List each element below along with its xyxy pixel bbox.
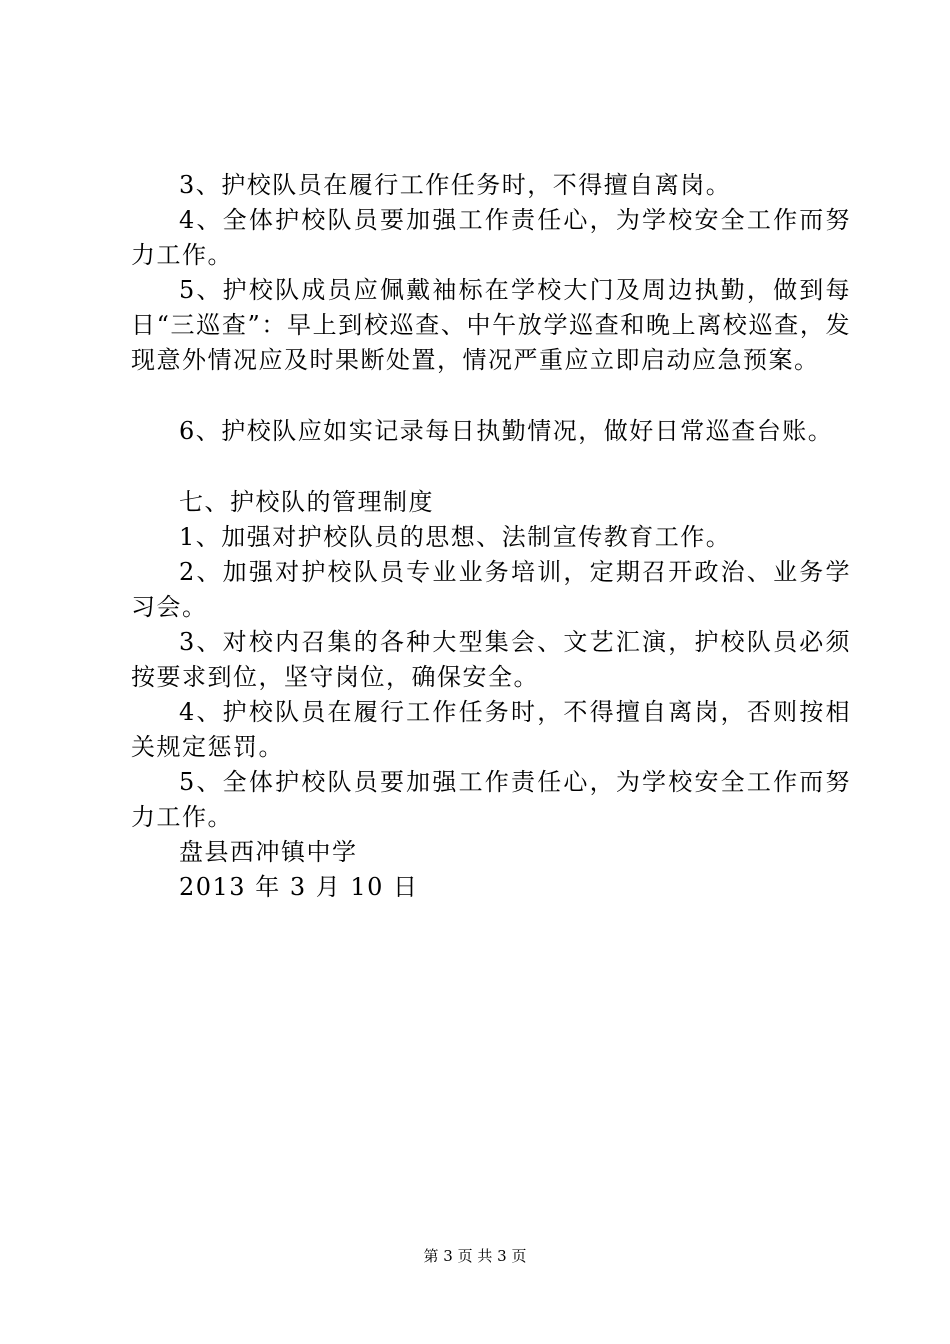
paragraph-5: 5、护校队成员应佩戴袖标在学校大门及周边执勤，做到每日“三巡查”：早上到校巡查、中午放学巡查和晚上离校巡查，发现意外情况应及时果断处置，情况严重应立即启动应急预案。 [131,276,851,374]
paragraph-gap [131,378,851,414]
page-number-label: 第 3 页 共 3 页 [423,1247,527,1265]
paragraph-gap [131,449,851,485]
paragraph-6: 6、护校队应如实记录每日执勤情况，做好日常巡查台账。 [179,417,834,445]
rule-item-4: 4、护校队员在履行工作任务时，不得擅自离岗，否则按相关规定惩罚。 [131,698,851,761]
rule-item-1: 1、加强对护校队员的思想、法制宣传教育工作。 [179,523,732,551]
signature-organization: 盘县西冲镇中学 [179,838,358,866]
signature-date: 2013 年 3 月 10 日 [179,873,419,901]
rule-item-3: 3、对校内召集的各种大型集会、文艺汇演，护校队员必须按要求到位，坚守岗位，确保安全。 [131,628,851,691]
section-heading: 七、护校队的管理制度 [179,488,434,516]
rule-item-5: 5、全体护校队员要加强工作责任心，为学校安全工作而努力工作。 [131,768,851,831]
page-footer [0,1246,950,1266]
rule-item-2: 2、加强对护校队员专业业务培训，定期召开政治、业务学习会。 [131,558,851,621]
paragraph-3: 3、护校队员在履行工作任务时，不得擅自离岗。 [179,171,732,199]
document-body [131,168,851,905]
paragraph-4: 4、全体护校队员要加强工作责任心，为学校安全工作而努力工作。 [131,206,851,269]
